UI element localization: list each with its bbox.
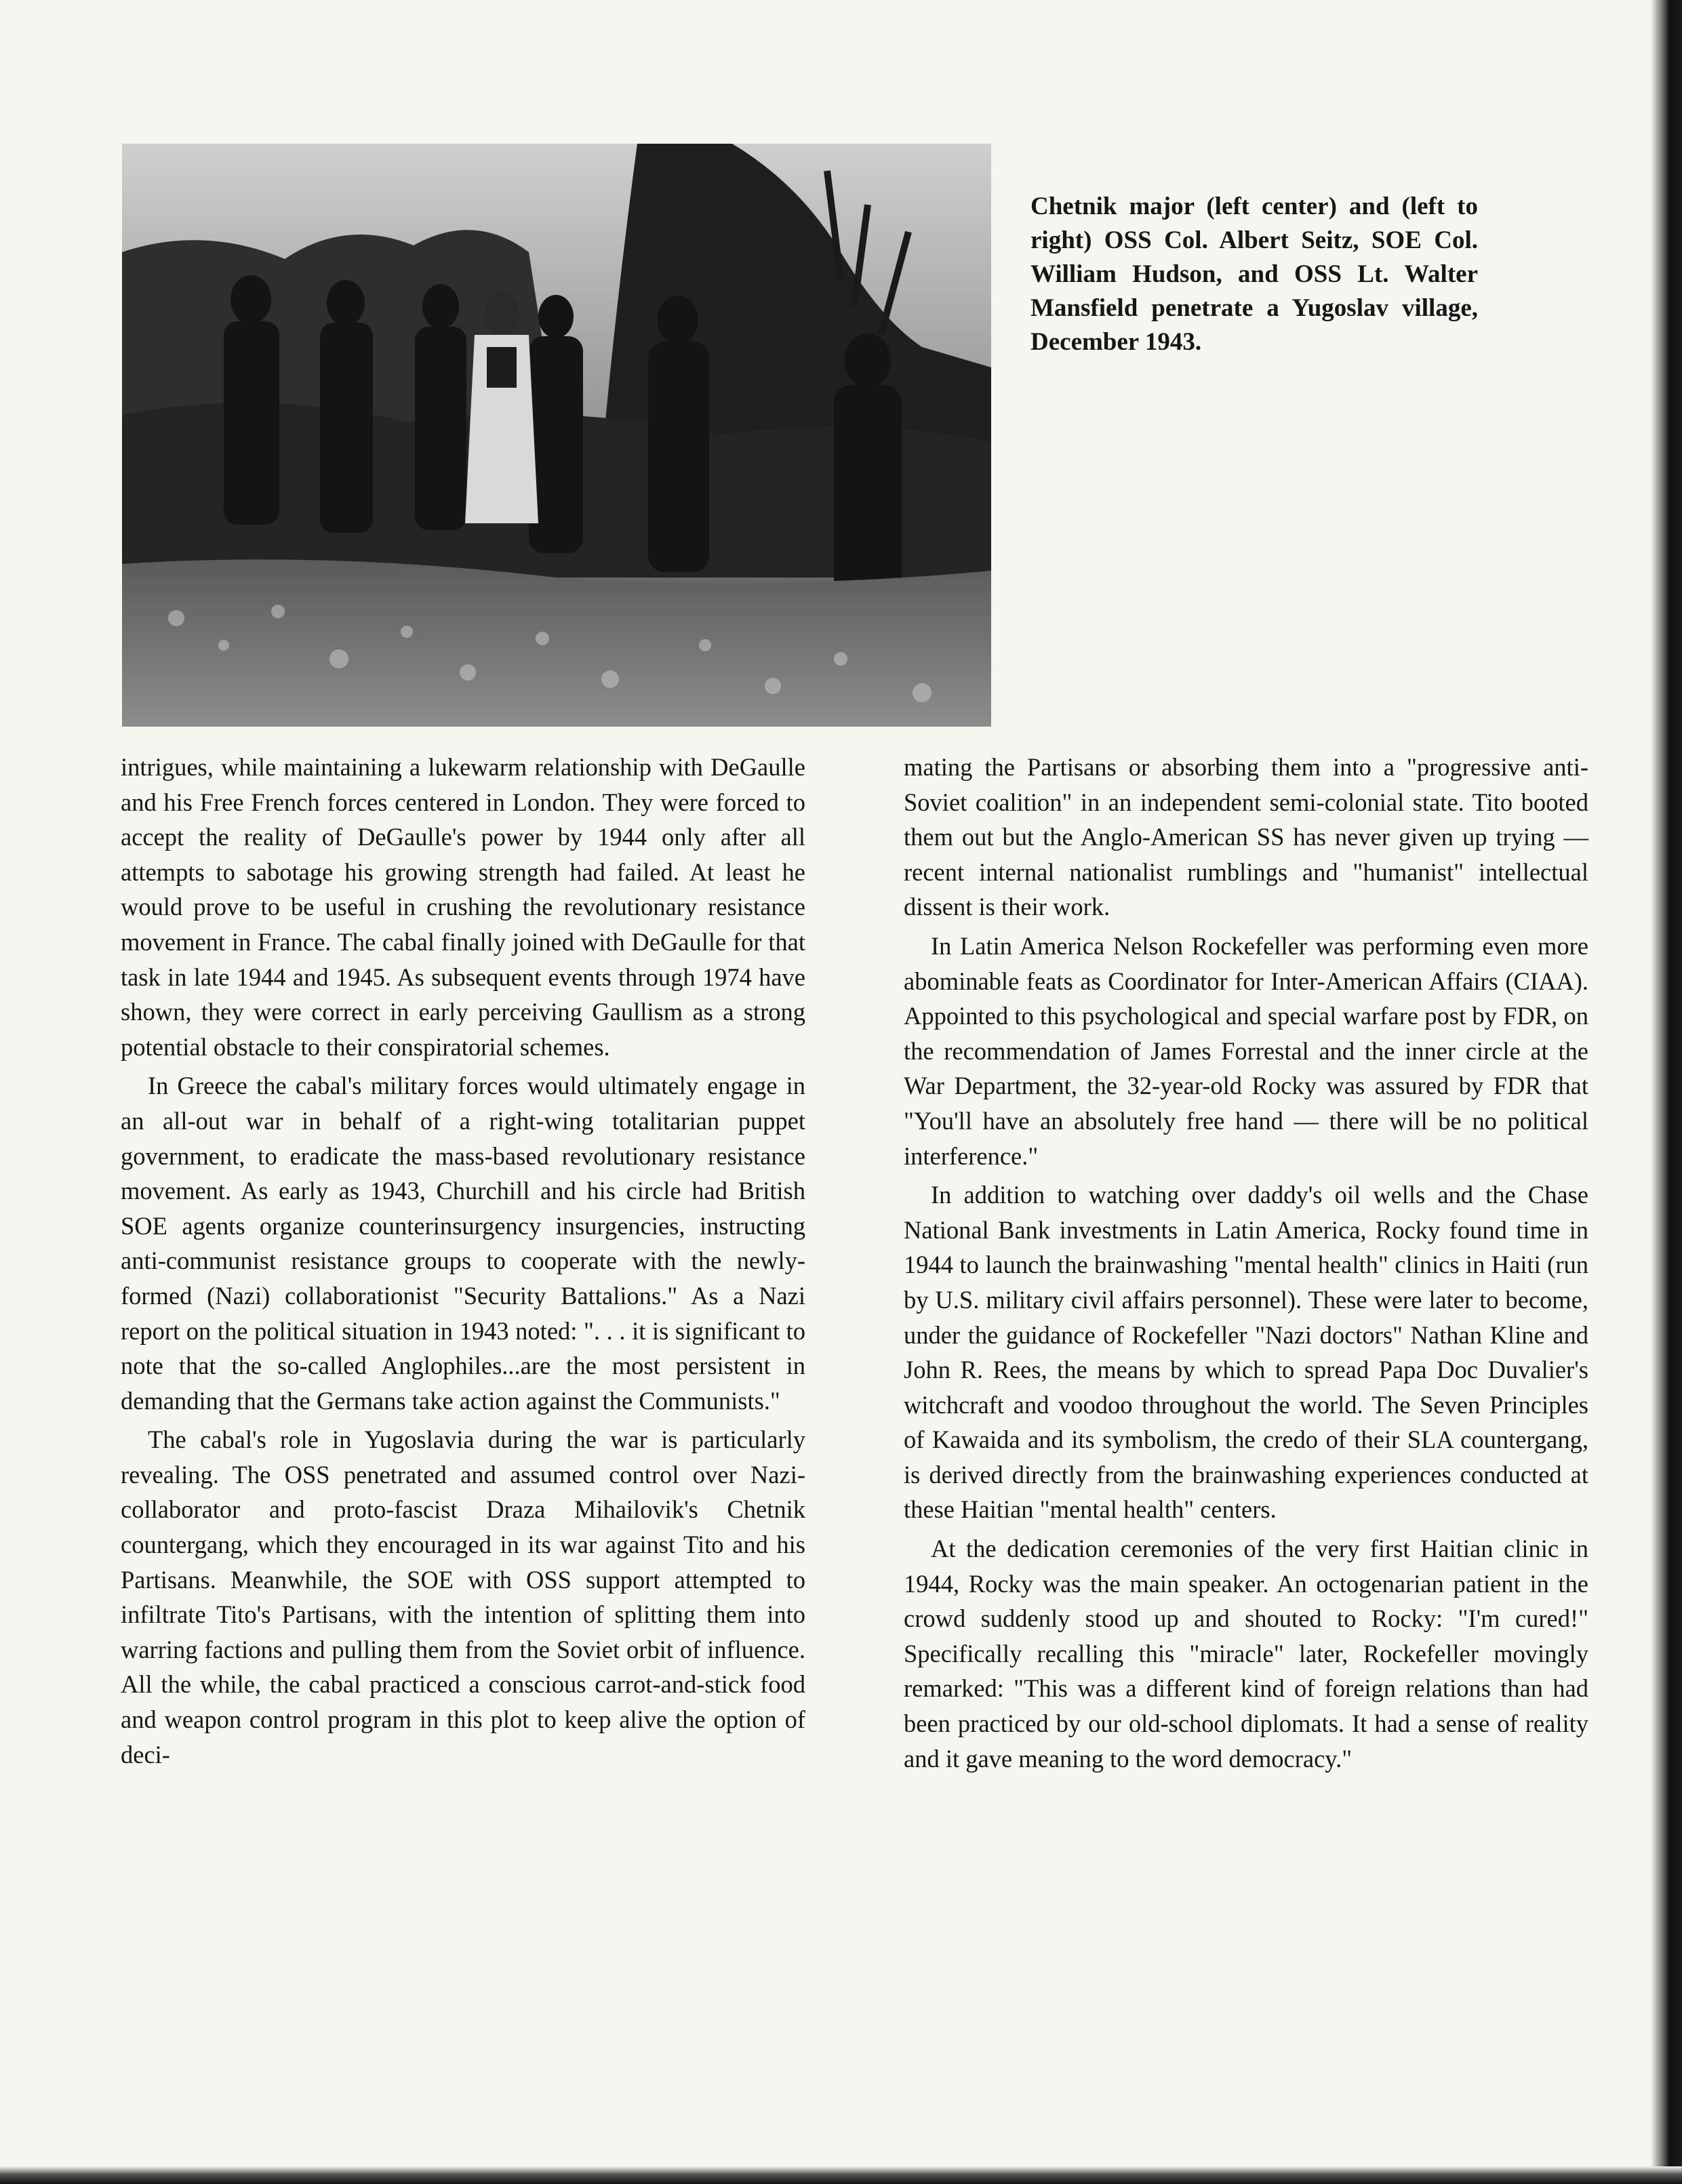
right-paragraph-1: mating the Partisans or absorbing them into a "progressive anti-Soviet coalition" in an independent semi-colonial state. Tito booted them out but the Anglo-American SS has never given up trying — recent internal nationalist rumblings and "humanist" intellectual dissent is their work. <box>904 753 1588 921</box>
left-paragraph-1: intrigues, while maintaining a lukewarm relationship with DeGaulle and his Free French forces centered in London. They were forced to accept the reality of DeGaulle's power by 1944 only after all attempts to sabotage his growing strength had failed. At least he would prove to be useful in crushing the revolutionary resistance movement in France. The cabal finally joined with DeGaulle for that task in late 1944 and 1945. As subsequent events through 1974 have shown, they were correct in early perceiving Gaullism as a strong potential obstacle to their conspiratorial schemes. <box>121 753 805 1061</box>
photo-illustration <box>122 144 991 727</box>
right-paragraph-2: In Latin America Nelson Rockefeller was performing even more abominable feats as Coordinator for Inter-American Affairs (CIAA). Appointed to this psychological and special warfare post by FDR, on the recommendation of James Forrestal and the inner circle at the War Department, the 32-year-old Rocky was assured by FDR that "You'll have an absolutely free hand — there will be no political interference." <box>904 931 1588 1170</box>
scan-edge-bottom <box>0 2166 1682 2184</box>
right-column <box>904 750 1588 1780</box>
historical-photo <box>122 144 991 727</box>
left-paragraph-2: In Greece the cabal's military forces would ultimately engage in an all-out war in behalf of a right-wing totalitarian puppet government, to eradicate the mass-based revolutionary resistance movement. As early as 1943, Churchill and his circle had British SOE agents organize counterinsurgency insurgencies, instructing anti-communist resistance groups to cooperate with the newly-formed (Nazi) collaborationist "Security Battalions." As a Nazi report on the political situation in 1943 noted: ". . . it is significant to note that the so-called Anglophiles...are the most persistent in demanding that the Germans take action against the Communists." <box>121 1072 805 1415</box>
right-paragraph-4: At the dedication ceremonies of the very first Haitian clinic in 1944, Rocky was the main speaker. An octogenarian patient in the crowd suddenly stood up and shouted to Rocky: "I'm cured!" Specifically recalling this "miracle" later, Rockefeller movingly remarked: "This was a different kind of foreign relations than had been practiced by our old-school diplomats. It had a sense of reality and it gave meaning to the word democracy." <box>904 1535 1588 1773</box>
left-paragraph-3: The cabal's role in Yugoslavia during the war is particularly revealing. The OSS penetrated and assumed control over Nazi-collaborator and proto-fascist Draza Mihailovik's Chetnik countergang, which they encouraged in its war against Tito and his Partisans. Meanwhile, the SOE with OSS support attempted to infiltrate Tito's Partisans, with the intention of splitting them into warring factions and pulling them from the Soviet orbit of influence. All the while, the cabal practiced a conscious carrot-and-stick food and weapon control program in this plot to keep alive the option of deci- <box>121 1425 805 1768</box>
left-column <box>121 750 805 1776</box>
photo-caption: Chetnik major (left center) and (left to right) OSS Col. Albert Seitz, SOE Col. William Hudson, and OSS Lt. Walter Mansfield penetrate a Yugoslav village, December 1943. <box>1030 193 1478 356</box>
scan-edge-right <box>1651 0 1682 2184</box>
right-paragraph-3: In addition to watching over daddy's oil wells and the Chase National Bank investments in Latin America, Rocky found time in 1944 to launch the brainwashing "mental health" clinics in Haiti (run by U.S. military civil affairs personnel). These were later to become, under the guidance of Rockefeller "Nazi doctors" Nathan Kline and John R. Rees, the means by which to spread Papa Doc Duvalier's witchcraft and voodoo throughout the world. The Seven Principles of Kawaida and its symbolism, the credo of their SLA countergang, is derived directly from the brainwashing experiences conducted at these Haitian "mental health" centers. <box>904 1181 1588 1524</box>
